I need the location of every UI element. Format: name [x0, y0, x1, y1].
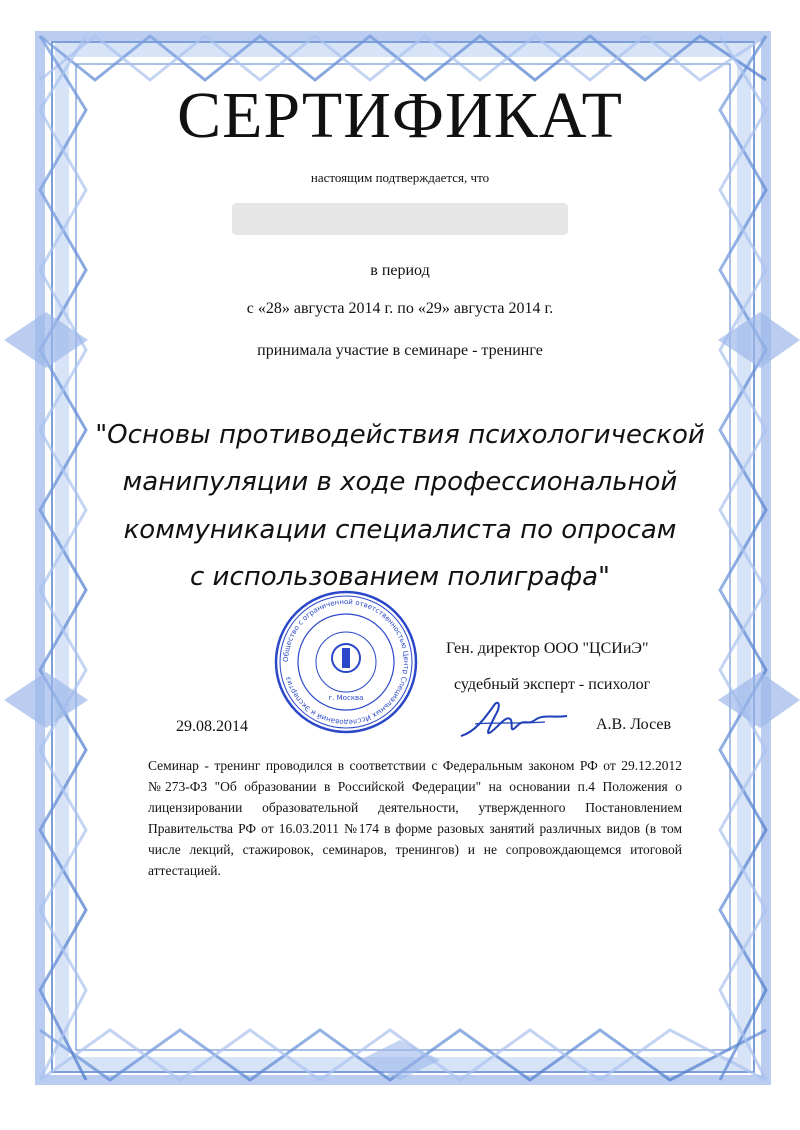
seminar-title-line: коммуникации специалиста по опросам	[123, 515, 677, 545]
director-role: судебный эксперт - психолог	[454, 676, 651, 693]
signatory-name: А.В. Лосев	[596, 716, 672, 733]
handwritten-signature	[455, 696, 575, 744]
period-dates: с «28» августа 2014 г. по «29» августа 2014 г.	[246, 300, 554, 317]
stamp-city: г. Москва	[328, 694, 364, 702]
round-seal-stamp	[272, 588, 420, 736]
confirmation-text: настоящим подтверждается, что	[310, 170, 490, 185]
seminar-title-line: манипуляции в ходе профессиональной	[122, 467, 678, 497]
period-label: в период	[370, 262, 430, 279]
director-title: Ген. директор ООО "ЦСИиЭ"	[446, 640, 649, 657]
participation-text: принимала участие в семинаре - тренинге	[257, 342, 543, 359]
legal-note-paragraph: Семинар - тренинг проводился в соответствии с Федеральным законом РФ от 29.12.2012 №273-ФЗ "Об образовании в Российской Федерации" на основании п.4 Положения о лицензировании образовательной деятельности, утвержденного Постановлением Правительства РФ от 16.03.2011 №174 в форме разовых занятий различных видов (в том числе лекций, стажировок, семинаров, тренингов) и не сопровождающемся итоговой аттестацией.	[148, 758, 682, 878]
stamp-ring-text: Общество с ограниченной ответственностью Центр Специальных Исследований и Экспертиз	[281, 597, 411, 727]
issue-date: 29.08.2014	[176, 718, 248, 735]
certificate-title: СЕРТИФИКАТ	[177, 79, 623, 152]
seminar-title-line: "Основы противодействия психологической	[95, 420, 705, 450]
seminar-title-line: с использованием полиграфа"	[190, 562, 610, 592]
recipient-name-redacted	[232, 203, 568, 235]
